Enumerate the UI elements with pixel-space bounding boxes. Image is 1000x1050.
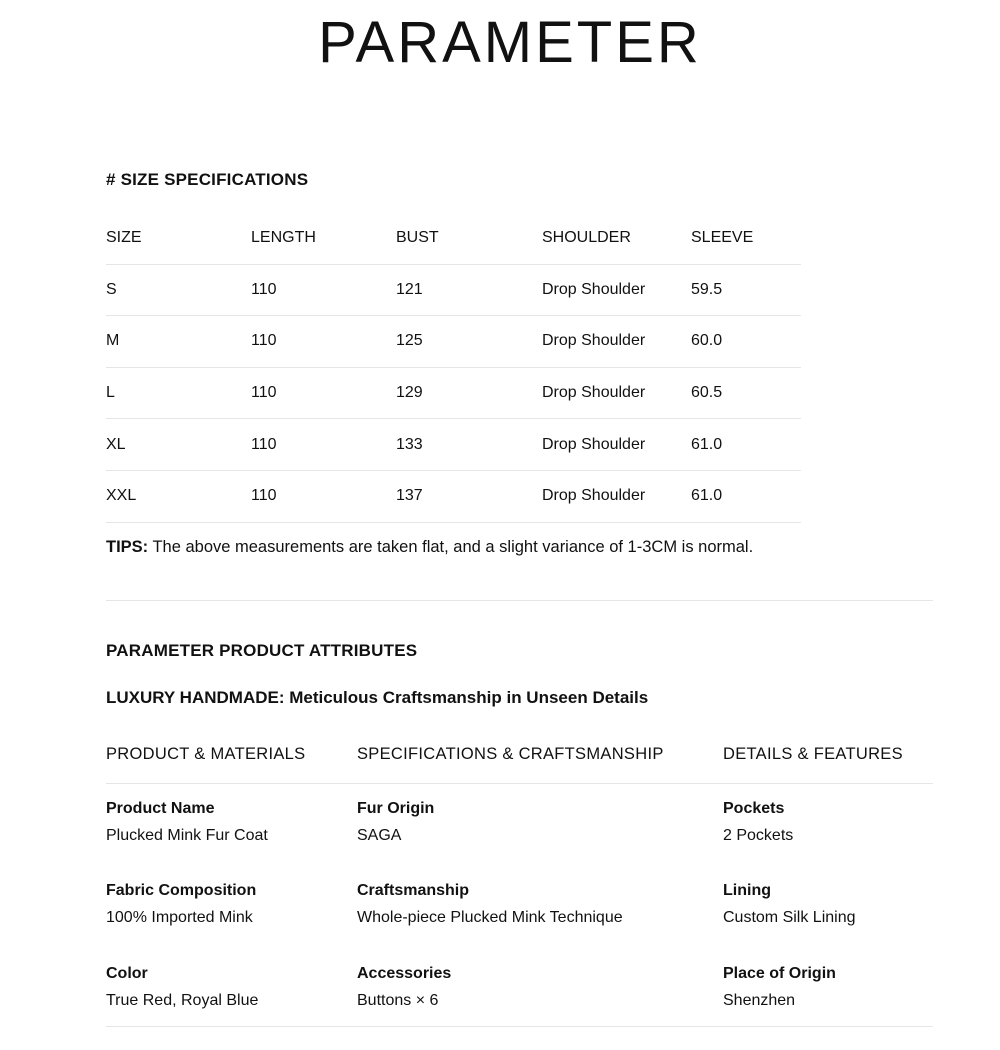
size-cell: XL <box>106 435 126 453</box>
attribute-label: Pockets <box>723 800 785 817</box>
shoulder-cell: Drop Shoulder <box>542 435 646 453</box>
table-row <box>106 265 801 317</box>
header-specifications-craftsmanship: SPECIFICATIONS & CRAFTSMANSHIP <box>357 745 664 763</box>
attribute-label: Product Name <box>106 800 215 817</box>
length-cell: 110 <box>251 280 277 298</box>
size-table <box>106 213 801 523</box>
bust-cell: 129 <box>396 384 423 402</box>
attribute-label: Lining <box>723 882 771 899</box>
attribute-label: Fur Origin <box>357 800 435 817</box>
shoulder-cell: Drop Shoulder <box>542 332 646 350</box>
tips-text: The above measurements are taken flat, and a slight variance of 1-3CM is normal. <box>148 538 754 556</box>
sleeve-cell: 59.5 <box>691 280 723 298</box>
sleeve-cell: 61.0 <box>691 487 723 505</box>
attribute-value: True Red, Royal Blue <box>106 992 259 1009</box>
size-table-header-row <box>106 213 801 265</box>
table-row <box>106 471 801 523</box>
table-row <box>106 368 801 420</box>
length-cell: 110 <box>251 487 277 505</box>
page-title: PARAMETER <box>318 10 702 75</box>
size-header-sleeve: SLEEVE <box>691 229 754 247</box>
attribute-value: Buttons × 6 <box>357 992 439 1009</box>
attribute-label: Craftsmanship <box>357 882 470 899</box>
sleeve-cell: 60.0 <box>691 332 723 350</box>
attribute-product-name <box>106 799 268 846</box>
section-divider <box>106 600 933 601</box>
attribute-value: Custom Silk Lining <box>723 909 856 926</box>
shoulder-cell: Drop Shoulder <box>542 384 646 402</box>
bust-cell: 121 <box>396 280 423 298</box>
attribute-label: Place of Origin <box>723 965 836 982</box>
size-cell: S <box>106 280 117 298</box>
attribute-value: Plucked Mink Fur Coat <box>106 827 268 844</box>
attribute-value: Shenzhen <box>723 992 796 1009</box>
attribute-value: Whole-piece Plucked Mink Technique <box>357 909 623 926</box>
attribute-place-of-origin <box>723 964 836 1011</box>
length-cell: 110 <box>251 332 277 350</box>
sleeve-cell: 61.0 <box>691 435 723 453</box>
attributes-grid <box>106 784 933 1024</box>
shoulder-cell: Drop Shoulder <box>542 487 646 505</box>
size-header-size: SIZE <box>106 229 142 247</box>
size-cell: XXL <box>106 487 137 505</box>
attribute-value: SAGA <box>357 827 402 844</box>
table-row <box>106 419 801 471</box>
header-product-materials: PRODUCT & MATERIALS <box>106 745 306 763</box>
header-details-features: DETAILS & FEATURES <box>723 745 903 763</box>
bust-cell: 137 <box>396 487 423 505</box>
attribute-lining <box>723 881 856 928</box>
shoulder-cell: Drop Shoulder <box>542 280 646 298</box>
attribute-label: Fabric Composition <box>106 882 257 899</box>
size-header-shoulder: SHOULDER <box>542 229 631 247</box>
length-cell: 110 <box>251 384 277 402</box>
attributes-bottom-divider <box>106 1026 933 1027</box>
bust-cell: 133 <box>396 435 423 453</box>
attribute-accessories <box>357 964 451 1011</box>
length-cell: 110 <box>251 435 277 453</box>
size-specifications-heading: # SIZE SPECIFICATIONS <box>106 170 309 189</box>
attribute-pockets <box>723 799 793 846</box>
size-cell: L <box>106 384 115 402</box>
product-attributes-heading: PARAMETER PRODUCT ATTRIBUTES <box>106 641 418 660</box>
size-cell: M <box>106 332 120 350</box>
attribute-label: Accessories <box>357 965 452 982</box>
attributes-header-row <box>106 745 933 769</box>
attribute-color <box>106 964 258 1011</box>
size-header-length: LENGTH <box>251 229 316 247</box>
product-attributes-subtitle: LUXURY HANDMADE: Meticulous Craftsmanship in Unseen Details <box>106 688 649 707</box>
measurement-tips <box>106 538 753 557</box>
attribute-label: Color <box>106 965 148 982</box>
attribute-value: 2 Pockets <box>723 827 794 844</box>
sleeve-cell: 60.5 <box>691 384 723 402</box>
attribute-fur-origin <box>357 799 434 846</box>
table-row <box>106 316 801 368</box>
attribute-craftsmanship <box>357 881 623 928</box>
tips-label: TIPS: <box>106 538 149 556</box>
attribute-fabric-composition <box>106 881 256 928</box>
attribute-value: 100% Imported Mink <box>106 909 253 926</box>
size-header-bust: BUST <box>396 229 439 247</box>
bust-cell: 125 <box>396 332 423 350</box>
